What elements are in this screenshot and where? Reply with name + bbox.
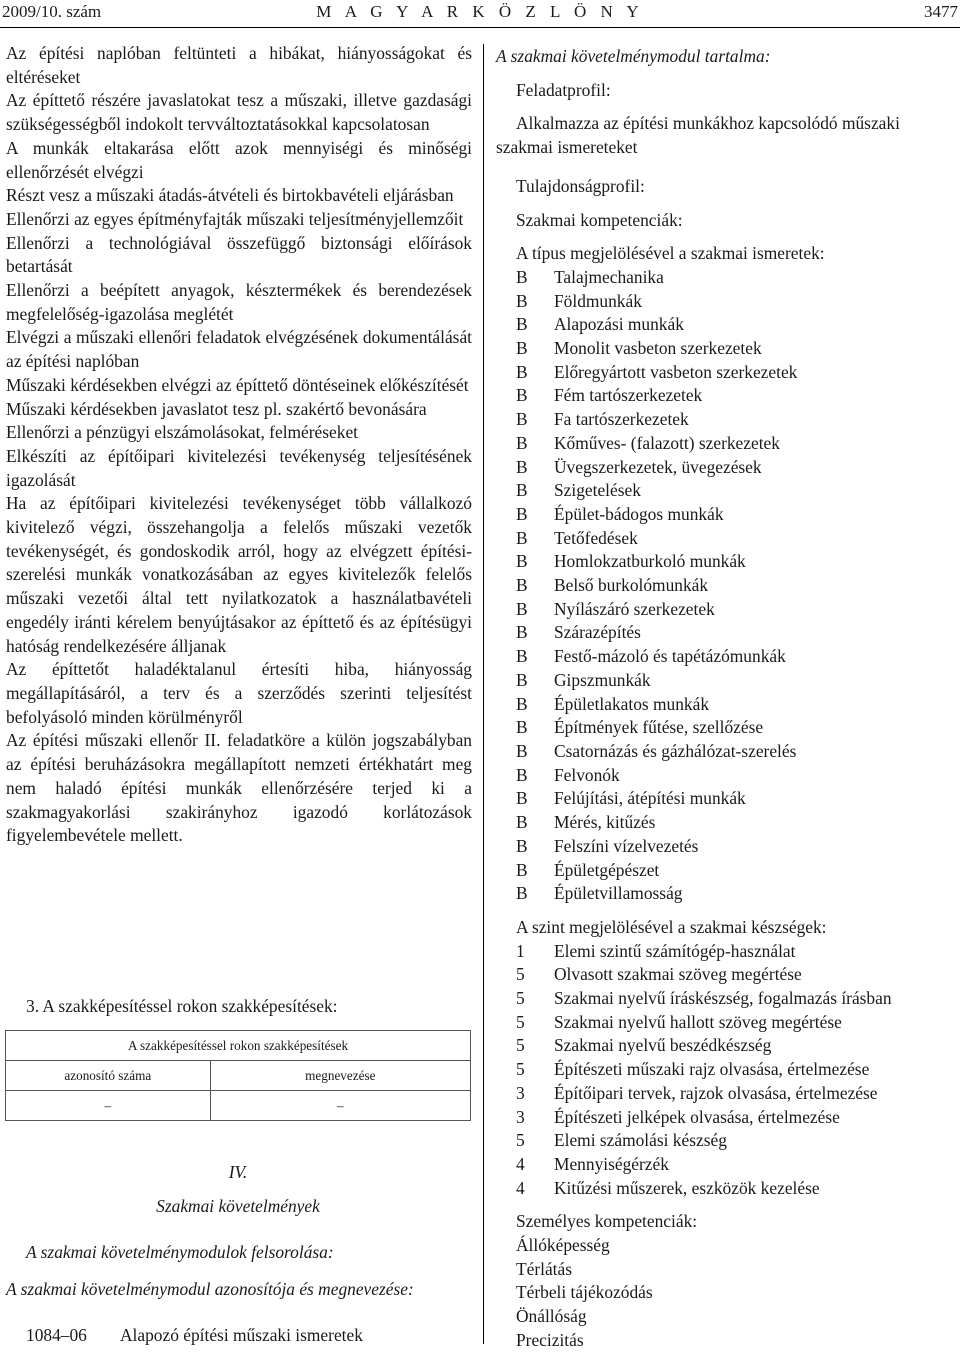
section-3-title: 3. A szakképesítéssel rokon szakképesítések: (26, 996, 338, 1016)
knowledge-level: B (516, 432, 528, 453)
knowledge-label: Gipszmunkák (554, 669, 651, 690)
knowledge-row (496, 669, 960, 693)
skills-level: 5 (516, 1011, 525, 1032)
knowledge-level: B (516, 575, 528, 596)
knowledge-level: B (516, 693, 528, 714)
module-code: 1084–06 (26, 1325, 87, 1345)
skills-level: 5 (516, 964, 525, 985)
content-title: A szakmai követelménymodul tartalma: (496, 46, 771, 66)
knowledge-list (496, 266, 960, 906)
skills-label: Építészeti műszaki rajz olvasása, értelmezése (554, 1059, 870, 1080)
skills-row (496, 1058, 960, 1082)
page-number: 3477 (924, 2, 958, 21)
skills-level: 3 (516, 1106, 525, 1127)
knowledge-row (496, 290, 960, 314)
skills-label: Olvasott szakmai szöveg megértése (554, 964, 802, 985)
task-item: Műszaki kérdésekben javaslatot tesz pl. szakértő bevonására (6, 398, 427, 419)
knowledge-label: Előregyártott vasbeton szerkezetek (554, 361, 798, 382)
knowledge-label: Nyílászáró szerkezetek (554, 598, 715, 619)
task-item: Ellenőrzi az egyes építményfajták műszaki teljesítményjellemzőit (6, 208, 464, 229)
knowledge-row (496, 621, 960, 645)
task-item: Az építtető részére javaslatokat tesz a műszaki, illetve gazdasági szükségességből indokolt tervváltoztatásokkal kapcsolatosan (6, 90, 472, 135)
table-cell: – (6, 1091, 211, 1121)
related-qualifications-table (5, 1030, 471, 1121)
knowledge-label: Kőműves- (falazott) szerkezetek (554, 432, 780, 453)
knowledge-row (496, 550, 960, 574)
journal-title: M A G Y A R K Ö Z L Ö N Y (316, 2, 644, 21)
chapter-title: Szakmai követelmények (156, 1196, 320, 1216)
knowledge-row (496, 859, 960, 883)
personal-item: Térbeli tájékozódás (516, 1282, 653, 1303)
task-item: A munkák eltakarása előtt azok mennyiségi és minőségi ellenőrzését elvégzi (6, 137, 472, 182)
knowledge-level: B (516, 361, 528, 382)
knowledge-level: B (516, 385, 528, 406)
knowledge-label: Épület-bádogos munkák (554, 503, 724, 524)
skills-label: Építészeti jelképek olvasása, értelmezése (554, 1106, 840, 1127)
skills-level: 5 (516, 1130, 525, 1151)
knowledge-row (496, 740, 960, 764)
knowledge-level: B (516, 598, 528, 619)
knowledge-level: B (516, 740, 528, 761)
knowledge-level: B (516, 551, 528, 572)
knowledge-row (496, 337, 960, 361)
page-header (0, 0, 960, 28)
knowledge-row (496, 882, 960, 906)
skills-label: Szakmai nyelvű íráskészség, fogalmazás írásban (554, 988, 892, 1009)
module-id-title: A szakmai követelménymodul azonosítója és megnevezése: (6, 1279, 414, 1299)
knowledge-row (496, 479, 960, 503)
personal-item: Precizitás (516, 1329, 584, 1350)
personal-item: Önállóság (516, 1306, 587, 1327)
skills-row (496, 1011, 960, 1035)
knowledge-level: B (516, 266, 528, 287)
knowledge-label: Szigetelések (554, 480, 641, 501)
knowledge-row (496, 716, 960, 740)
knowledge-level: B (516, 835, 528, 856)
right-column (496, 45, 960, 1353)
task-item: Műszaki kérdésekben elvégzi az építtető döntéseinek előkészítését (6, 374, 469, 395)
knowledge-label: Belső burkolómunkák (554, 575, 709, 596)
skills-row (496, 1034, 960, 1058)
knowledge-level: B (516, 503, 528, 524)
knowledge-row (496, 764, 960, 788)
knowledge-label: Csatornázás és gázhálózat-szerelés (554, 740, 797, 761)
knowledge-level: B (516, 409, 528, 430)
knowledge-level: B (516, 314, 528, 335)
knowledge-level: B (516, 338, 528, 359)
knowledge-title: A típus megjelölésével a szakmai ismeretek: (516, 243, 825, 264)
personal-title: Személyes kompetenciák: (516, 1211, 698, 1232)
skills-level: 4 (516, 1153, 525, 1174)
knowledge-row (496, 835, 960, 859)
knowledge-row (496, 408, 960, 432)
task-item: Elvégzi a műszaki ellenőri feladatok elvégzésének dokumentálását az építési naplóban (6, 327, 472, 372)
task-item: Részt vesz a műszaki átadás-átvételi és birtokbavételi eljárásban (6, 185, 454, 206)
column-divider (483, 44, 484, 1344)
skills-level: 1 (516, 940, 525, 961)
knowledge-row (496, 811, 960, 835)
knowledge-row (496, 313, 960, 337)
skills-level: 5 (516, 1059, 525, 1080)
skills-label: Építőipari tervek, rajzok olvasása, értelmezése (554, 1082, 878, 1103)
knowledge-level: B (516, 788, 528, 809)
knowledge-row (496, 503, 960, 527)
task-item: Ellenőrzi a technológiával összefüggő biztonsági előírások betartását (6, 232, 472, 277)
knowledge-level: B (516, 859, 528, 880)
issue-number: 2009/10. szám (2, 2, 102, 21)
chapter-number: IV. (228, 1162, 248, 1182)
knowledge-row (496, 456, 960, 480)
knowledge-row (496, 527, 960, 551)
knowledge-label: Alapozási munkák (554, 314, 684, 335)
skills-row (496, 1106, 960, 1130)
module-row (26, 1325, 363, 1346)
table-header-name: megnevezése (210, 1061, 470, 1091)
task-item: Az építtetőt haladéktalanul értesíti hiba, hiányosság megállapításáról, a terv és a szerződés szerinti teljesítést befolyásoló minden körülményről (6, 659, 472, 727)
personal-item: Állóképesség (516, 1235, 610, 1256)
knowledge-row (496, 693, 960, 717)
skills-row (496, 1153, 960, 1177)
skills-level: 5 (516, 1035, 525, 1056)
knowledge-level: B (516, 669, 528, 690)
knowledge-level: B (516, 717, 528, 738)
knowledge-row (496, 384, 960, 408)
knowledge-label: Építmények fűtése, szellőzése (554, 717, 764, 738)
module-name: Alapozó építési műszaki ismeretek (120, 1325, 363, 1345)
skills-level: 4 (516, 1177, 525, 1198)
knowledge-level: B (516, 883, 528, 904)
modules-list-title: A szakmai követelménymodulok felsorolása: (26, 1242, 334, 1262)
knowledge-row (496, 361, 960, 385)
skills-level: 5 (516, 988, 525, 1009)
knowledge-label: Talajmechanika (554, 266, 664, 287)
knowledge-row (496, 432, 960, 456)
task-item: Ha az építőipari kivitelezési tevékenységet több vállalkozó kivitelező végzi, összehangolja a felelős műszaki vezetők tevékenységét, és gondoskodik arról, hogy az elvégzett építési-szerelési munkák vonatkozásában az egyes kivitelezők felelős műszaki vezetői által tett nyilatkozatok a használatbavételi engedély iránti kérelem benyújtásakor az építtető és az építésügyi hatóság rendelkezésére álljanak (6, 493, 472, 656)
knowledge-level: B (516, 764, 528, 785)
skills-label: Szakmai nyelvű hallott szöveg megértése (554, 1011, 842, 1032)
knowledge-label: Fa tartószerkezetek (554, 409, 689, 430)
skills-list (496, 940, 960, 1201)
knowledge-label: Tetőfedések (554, 527, 638, 548)
competencies-label: Szakmai kompetenciák: (516, 209, 683, 230)
knowledge-label: Épületlakatos munkák (554, 693, 710, 714)
knowledge-level: B (516, 456, 528, 477)
knowledge-label: Festő-mázoló és tapétázómunkák (554, 646, 786, 667)
task-item: Az építési naplóban feltünteti a hibákat, hiányosságokat és eltéréseket (6, 43, 472, 87)
table-header-id: azonosító száma (6, 1061, 211, 1091)
knowledge-level: B (516, 527, 528, 548)
task-item: Ellenőrzi a beépített anyagok, késztermékek és berendezések megfelelőség-igazolása meglétét (6, 280, 472, 324)
knowledge-label: Épületgépészet (554, 859, 660, 880)
knowledge-row (496, 787, 960, 811)
skills-title: A szint megjelölésével a szakmai készségek: (516, 916, 827, 937)
skills-row (496, 1129, 960, 1153)
task-item: Az építési műszaki ellenőr II. feladatköre a külön jogszabályban az építési beruházásokra megállapított nemzeti értékhatárt meg nem haladó építési munkák ellenőrzésére terjed ki a szakmagyakorlási szakirányhoz igazodó korlátozások figyelembevétele mellett. (6, 730, 472, 846)
knowledge-label: Monolit vasbeton szerkezetek (554, 338, 762, 359)
knowledge-label: Épületvillamosság (554, 883, 683, 904)
knowledge-level: B (516, 480, 528, 501)
task-profile-item: Alkalmazza az építési munkákhoz kapcsolódó műszaki szakmai ismereteket (496, 113, 900, 158)
knowledge-row (496, 598, 960, 622)
knowledge-row (496, 645, 960, 669)
knowledge-label: Földmunkák (554, 290, 642, 311)
knowledge-label: Homlokzatburkoló munkák (554, 551, 746, 572)
task-item: Elkészíti az építőipari kivitelezési tevékenység teljesítésének igazolását (6, 445, 472, 490)
skills-row (496, 963, 960, 987)
knowledge-label: Üvegszerkezetek, üvegezések (554, 456, 762, 477)
task-item: Ellenőrzi a pénzügyi elszámolásokat, felméréseket (6, 422, 359, 443)
knowledge-level: B (516, 812, 528, 833)
skills-label: Kitűzési műszerek, eszközök kezelése (554, 1177, 820, 1198)
header-rule (0, 27, 960, 28)
skills-label: Elemi szintű számítógép-használat (554, 940, 796, 961)
skills-level: 3 (516, 1082, 525, 1103)
knowledge-level: B (516, 622, 528, 643)
knowledge-row (496, 266, 960, 290)
table-caption: A szakképesítéssel rokon szakképesítések (6, 1031, 471, 1061)
knowledge-label: Felvonók (554, 764, 620, 785)
knowledge-row (496, 574, 960, 598)
left-column (6, 42, 472, 848)
skills-label: Elemi számolási készség (554, 1130, 727, 1151)
knowledge-label: Mérés, kitűzés (554, 812, 656, 833)
skills-label: Mennyiségérzék (554, 1153, 669, 1174)
knowledge-label: Fém tartószerkezetek (554, 385, 703, 406)
property-profile-label: Tulajdonságprofil: (516, 175, 645, 196)
table-cell: – (210, 1091, 470, 1121)
knowledge-label: Felszíni vízelvezetés (554, 835, 699, 856)
knowledge-level: B (516, 290, 528, 311)
skills-row (496, 1082, 960, 1106)
personal-list (496, 1234, 960, 1353)
personal-item: Térlátás (516, 1258, 573, 1279)
knowledge-label: Felújítási, átépítési munkák (554, 788, 746, 809)
knowledge-level: B (516, 646, 528, 667)
skills-row (496, 1177, 960, 1201)
task-profile-label: Feladatprofil: (516, 79, 611, 100)
skills-row (496, 987, 960, 1011)
skills-row (496, 940, 960, 964)
knowledge-label: Szárazépítés (554, 622, 641, 643)
skills-label: Szakmai nyelvű beszédkészség (554, 1035, 772, 1056)
